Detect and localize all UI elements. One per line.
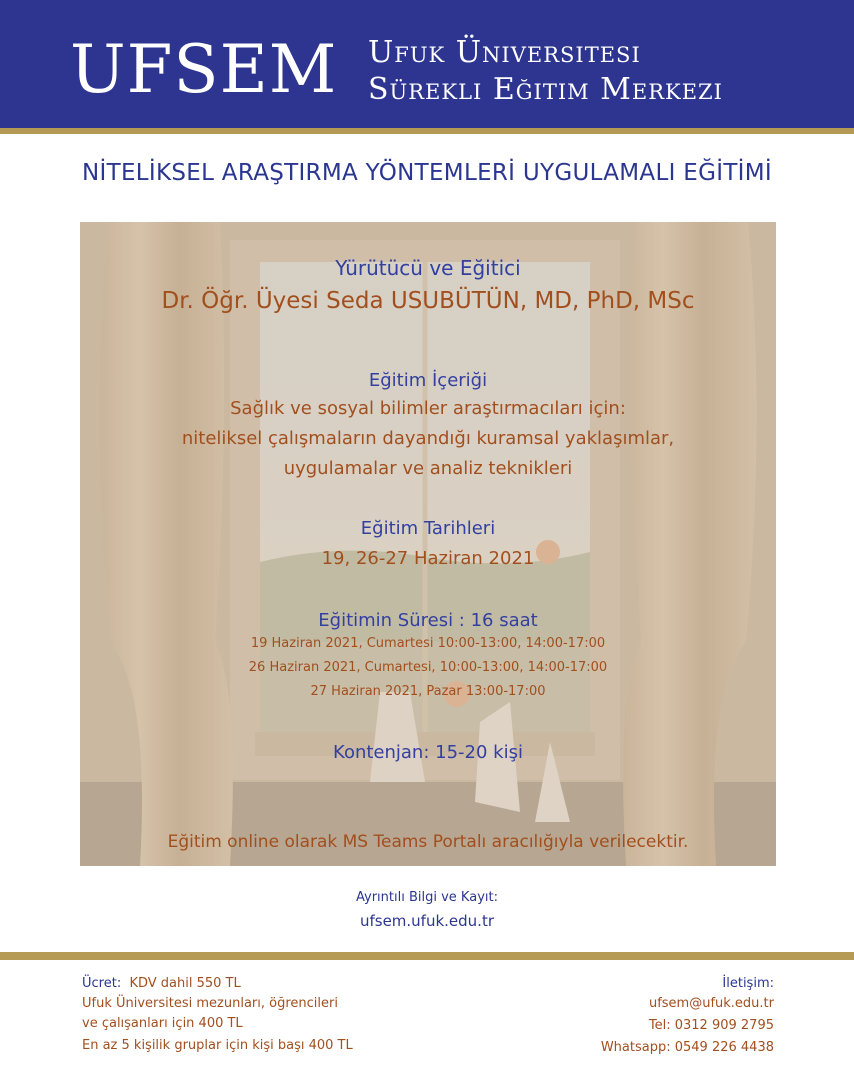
footer-gold-stripe	[0, 952, 854, 960]
contact-tel: Tel: 0312 909 2795	[648, 1018, 774, 1033]
fee-line-3: ve çalışanları için 400 TL	[82, 1016, 243, 1031]
session-3: 27 Haziran 2021, Pazar 13:00-17:00	[310, 684, 546, 699]
page-title: NİTELİKSEL ARAŞTIRMA YÖNTEMLERİ UYGULAMALI EĞİTİMİ	[82, 160, 772, 186]
quota: Kontenjan: 15-20 kişi	[333, 742, 523, 763]
ufsem-logo: UFSEM	[70, 31, 338, 108]
online-note: Eğitim online olarak MS Teams Portalı aracılığıyla verilecektir.	[167, 832, 689, 852]
content-line-2: niteliksel çalışmaların dayandığı kuramsal yaklaşımlar,	[181, 428, 675, 449]
dates-label: Eğitim Tarihleri	[360, 518, 496, 539]
fee-line-4: En az 5 kişilik gruplar için kişi başı 400 TL	[82, 1038, 353, 1053]
content-label: Eğitim İçeriği	[368, 370, 488, 391]
fee-value: KDV dahil 550 TL	[129, 976, 241, 991]
instructor-label: Yürütücü ve Eğitici	[335, 256, 521, 280]
contact-label: İletişim:	[722, 976, 774, 991]
session-1: 19 Haziran 2021, Cumartesi 10:00-13:00, 14:00-17:00	[250, 636, 606, 651]
fee-line-1	[82, 974, 241, 994]
contact-whatsapp: Whatsapp: 0549 226 4438	[600, 1040, 774, 1055]
header-gold-stripe	[0, 128, 854, 134]
content-line-3: uygulamalar ve analiz teknikleri	[283, 458, 573, 479]
instructor-name: Dr. Öğr. Üyesi Seda USUBÜTÜN, MD, PhD, MSc	[161, 288, 695, 314]
dates-value: 19, 26-27 Haziran 2021	[321, 548, 535, 569]
event-details	[80, 222, 776, 866]
session-2: 26 Haziran 2021, Cumartesi, 10:00-13:00, 14:00-17:00	[248, 660, 608, 675]
university-line-1: Ufuk Üniversitesi	[368, 35, 641, 70]
fee-label: Ücret:	[82, 976, 122, 991]
contact-email[interactable]: ufsem@ufuk.edu.tr	[648, 996, 774, 1011]
info-label: Ayrıntılı Bilgi ve Kayıt:	[356, 890, 498, 905]
registration-link[interactable]: ufsem.ufuk.edu.tr	[359, 912, 495, 930]
fee-line-2: Ufuk Üniversitesi mezunları, öğrencileri	[82, 996, 338, 1011]
university-line-2: Sürekli Eğitim Merkezi	[368, 72, 723, 107]
duration-label: Eğitimin Süresi : 16 saat	[318, 610, 538, 631]
content-line-1: Sağlık ve sosyal bilimler araştırmacıları için:	[230, 398, 626, 419]
university-name	[368, 34, 723, 108]
